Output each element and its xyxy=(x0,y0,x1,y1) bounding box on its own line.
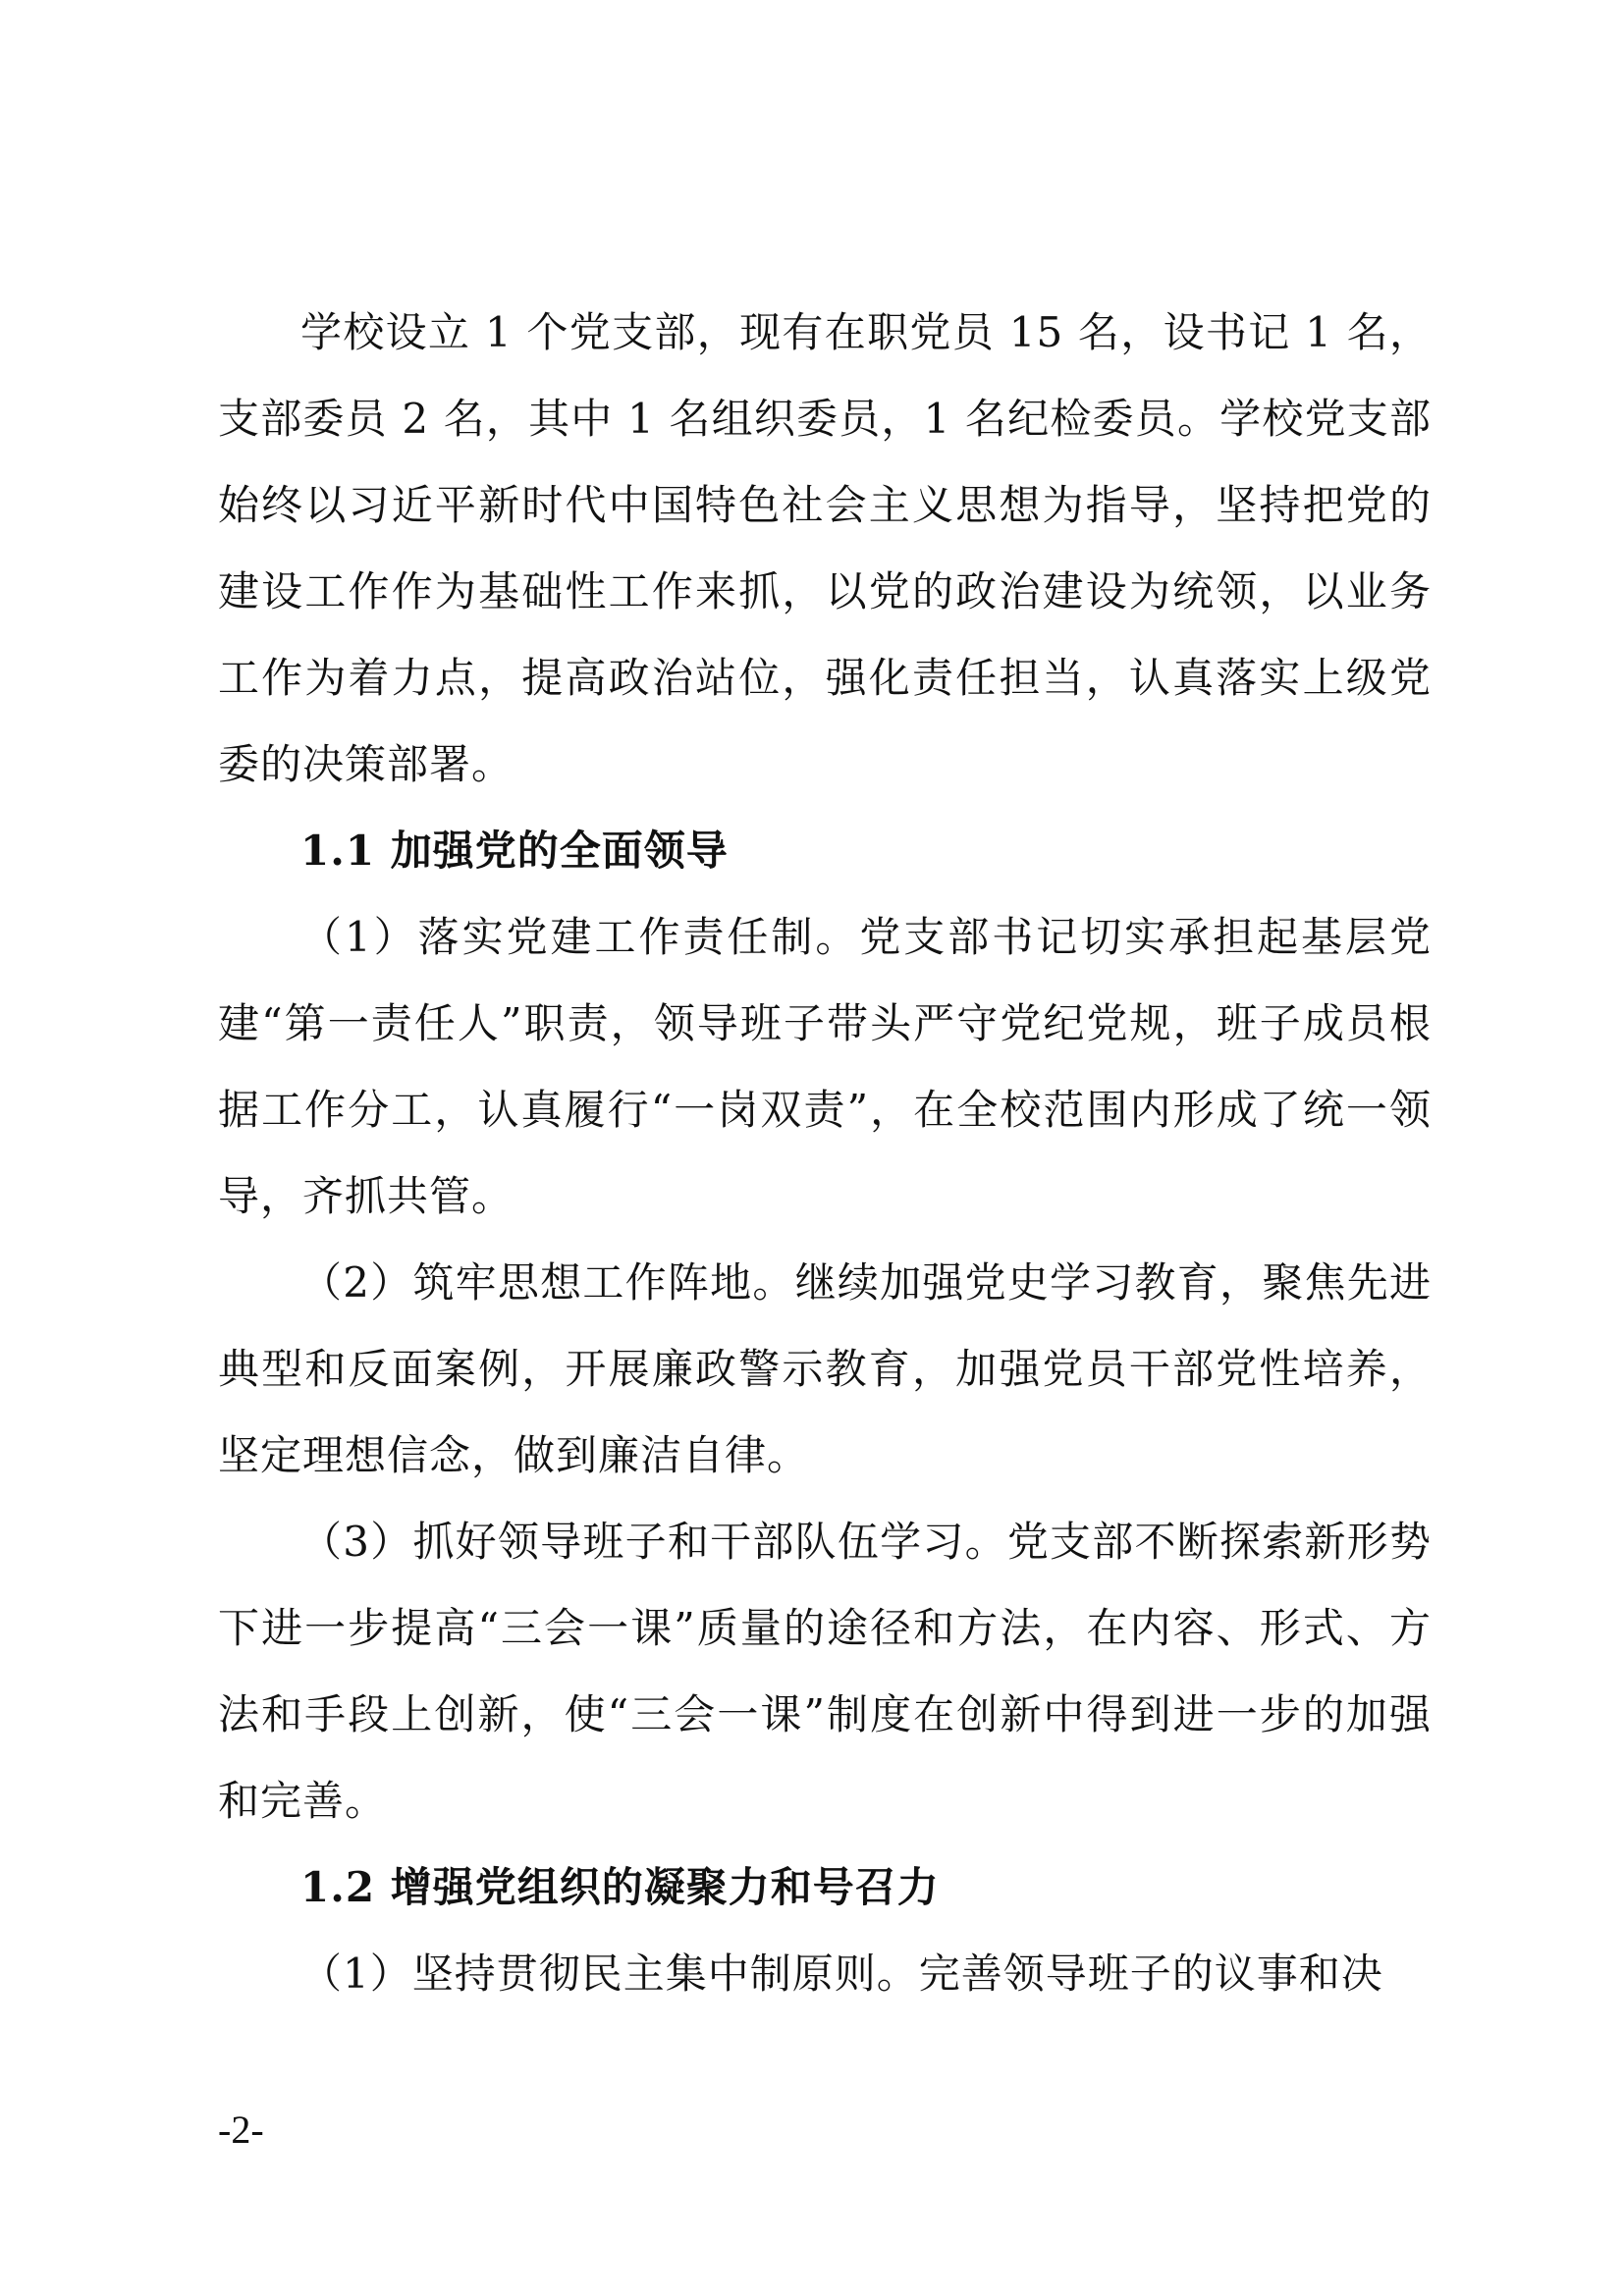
paragraph-1-1-item-3: （3）抓好领导班子和干部队伍学习。党支部不断探索新形势下进一步提高“三会一课”质量的途径和方法，在内容、形式、方法和手段上创新，使“三会一课”制度在创新中得到进一步的加强和完善。 xyxy=(218,1518,1432,1825)
paragraph-1-1-item-1: （1）落实党建工作责任制。党支部书记切实承担起基层党建“第一责任人”职责，领导班子带头严守党纪党规，班子成员根据工作分工，认真履行“一岗双责”，在全校范围内形成了统一领导，齐抓共管。 xyxy=(218,913,1432,1220)
page-number: -2- xyxy=(218,2108,264,2152)
section-heading-1-1: 1.1 加强党的全面领导 xyxy=(300,827,729,875)
document-body xyxy=(218,290,1432,2017)
paragraph-1-2-item-1: （1）坚持贯彻民主集中制原则。完善领导班子的议事和决 xyxy=(300,1949,1383,1998)
section-heading-1-2: 1.2 增强党组织的凝聚力和号召力 xyxy=(300,1863,940,1911)
paragraph-1-1-item-2: （2）筑牢思想工作阵地。继续加强党史学习教育，聚焦先进典型和反面案例，开展廉政警示教育，加强党员干部党性培养，坚定理想信念，做到廉洁自律。 xyxy=(218,1258,1432,1479)
intro-paragraph: 学校设立 1 个党支部，现有在职党员 15 名，设书记 1 名，支部委员 2 名，其中 1 名组织委员，1 名纪检委员。学校党支部始终以习近平新时代中国特色社会主义思想为指导，坚持把党的建设工作作为基础性工作来抓，以党的政治建设为统领，以业务工作为着力点，提高政治站位，强化责任担当，认真落实上级党委的决策部署。 xyxy=(218,308,1432,788)
